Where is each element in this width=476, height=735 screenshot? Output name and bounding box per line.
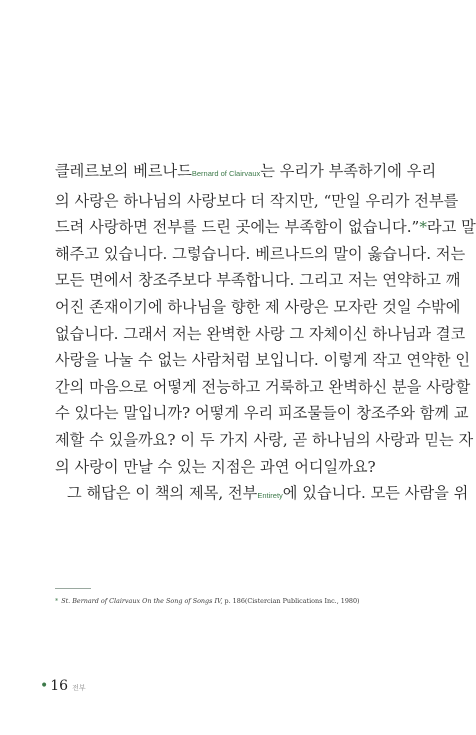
text-line-5: 모든 면에서 창조주보다 부족합니다. 그리고 저는 연약하고 깨 bbox=[55, 271, 461, 290]
text-line-6: 어진 존재이기에 하나님을 향한 제 사랑은 모자란 것일 수밖에 bbox=[55, 297, 461, 316]
text-line-11: 제할 수 있을까요? 이 두 가지 사랑, 곧 하나님의 사랑과 믿는 자 bbox=[55, 430, 474, 449]
footnote bbox=[55, 597, 435, 605]
footnote-title: St. Bernard of Clairvaux On the Song of Songs IV, bbox=[61, 597, 223, 605]
footnote-mark: * bbox=[55, 597, 59, 605]
text-line-7: 없습니다. 그래서 저는 완벽한 사랑 그 자체이신 하나님과 결코 bbox=[55, 324, 466, 343]
running-section-title: 전부 bbox=[72, 684, 86, 692]
text-line-8: 사랑을 나눌 수 없는 사람처럼 보입니다. 이렇게 작고 연약한 인 bbox=[55, 351, 471, 370]
footnote-divider bbox=[55, 588, 91, 589]
text-line-13: 그 해답은 이 책의 제목, 전부Entirety에 있습니다. 모든 사람을 위 bbox=[67, 484, 469, 503]
page-number: 16 bbox=[50, 678, 69, 694]
text-line-4: 해주고 있습니다. 그렇습니다. 베르나드의 말이 옳습니다. 저는 bbox=[55, 244, 466, 263]
text-line-2: 의 사랑은 하나님의 사랑보다 더 작지만, “만일 우리가 전부를 bbox=[55, 191, 459, 210]
footnote-marker: * bbox=[419, 218, 427, 237]
english-term-bernard: Bernard of Clairvaux bbox=[191, 169, 261, 178]
footnote-citation: p. 186(Cistercian Publications Inc., 1980) bbox=[222, 597, 360, 605]
text-line-1: 클레르보의 베르나드Bernard of Clairvaux는 우리가 부족하기에 우리 bbox=[55, 162, 437, 180]
text-line-9: 간의 마음으로 어떻게 전능하고 거룩하고 완벽하신 분을 사랑할 bbox=[55, 377, 471, 396]
text-line-3: 드려 사랑하면 전부를 드린 곳에는 부족함이 없습니다.”*라고 말 bbox=[55, 218, 476, 237]
page-footer bbox=[40, 678, 86, 694]
folio-bullet: • bbox=[40, 678, 49, 694]
english-term-entirety: Entirety bbox=[257, 491, 283, 501]
text-line-10: 수 있다는 말입니까? 어떻게 우리 피조물들이 창조주와 함께 교 bbox=[55, 404, 469, 423]
text-line-12: 의 사랑이 만날 수 있는 지점은 과연 어디일까요? bbox=[55, 457, 376, 476]
body-text bbox=[55, 158, 476, 510]
